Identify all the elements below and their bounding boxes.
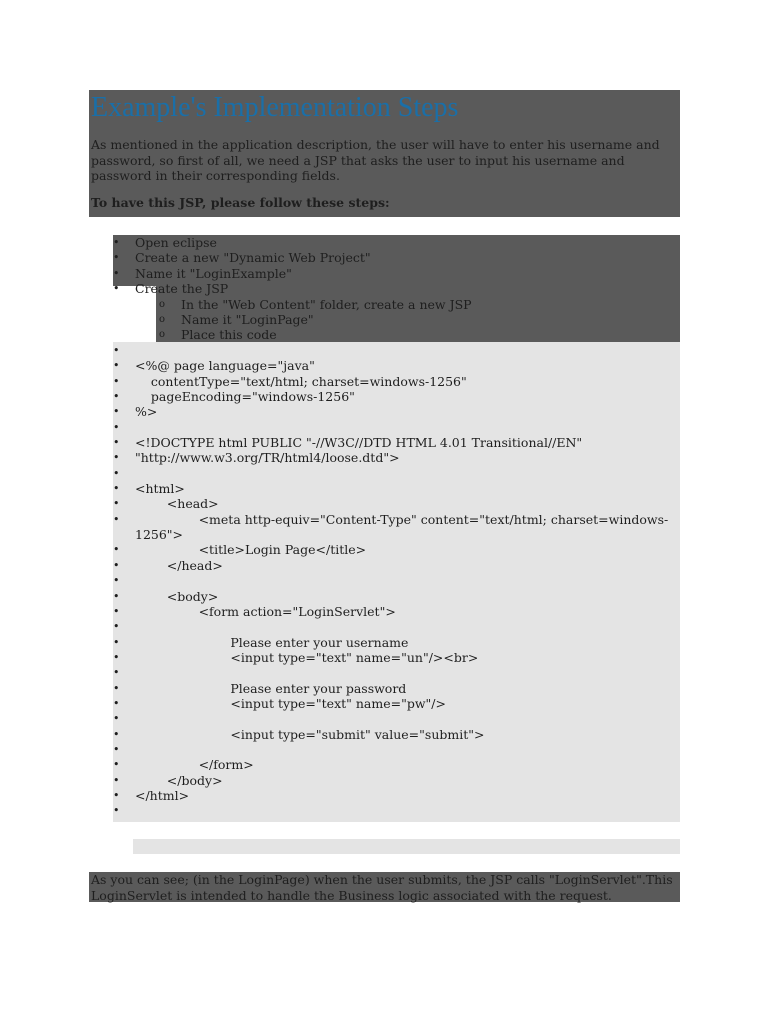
code-line	[113, 466, 680, 481]
code-line	[113, 665, 680, 680]
page-title: Example's Implementation Steps	[91, 92, 459, 123]
list-item: • Name it "LoginExample"	[113, 266, 680, 281]
code-line: • %>	[113, 404, 680, 419]
list-item: • Create a new "Dynamic Web Project"	[113, 250, 680, 265]
code-line: • <form action="LoginServlet">	[113, 604, 680, 619]
code-line	[113, 803, 680, 818]
code-line: • Please enter your password	[113, 681, 680, 696]
outro-paragraph: As you can see; (in the LoginPage) when the user submits, the JSP calls "LoginServlet".This LoginServlet is intended to handle the Business logic associated with the request.	[89, 872, 680, 902]
code-line: • <head>	[113, 496, 680, 511]
code-line: • <input type="submit" value="submit">	[113, 727, 680, 742]
code-line: • <input type="text" name="un"/><br>	[113, 650, 680, 665]
list-item: • Create the JSP	[113, 281, 680, 296]
code-line: • <input type="text" name="pw"/>	[113, 696, 680, 711]
code-line	[113, 420, 680, 435]
code-lines	[113, 343, 680, 819]
code-line: • <body>	[113, 589, 680, 604]
code-line: • <title>Login Page</title>	[113, 542, 680, 557]
code-line: • <html>	[113, 481, 680, 496]
steps-list	[113, 235, 680, 343]
code-line: • </body>	[113, 773, 680, 788]
intro-paragraph: As mentioned in the application description, the user will have to enter his username and password, so first of all, we need a JSP that asks the user to input his username and password in their corresponding fields.	[91, 137, 660, 183]
code-line: • "http://www.w3.org/TR/html4/loose.dtd">	[113, 450, 680, 465]
code-line: • </form>	[113, 757, 680, 772]
sub-list-item: o Name it "LoginPage"	[113, 312, 680, 327]
code-line: • <!DOCTYPE html PUBLIC "-//W3C//DTD HTML 4.01 Transitional//EN"	[113, 435, 680, 450]
spacer-bar	[133, 839, 680, 854]
code-line	[113, 711, 680, 726]
code-line: • </head>	[113, 558, 680, 573]
code-line	[113, 573, 680, 588]
code-line	[113, 619, 680, 634]
code-line: • <%@ page language="java"	[113, 358, 680, 373]
code-line: • pageEncoding="windows-1256"	[113, 389, 680, 404]
code-line: • Please enter your username	[113, 635, 680, 650]
code-line: • <meta http-equiv="Content-Type" content="text/html; charset=windows-1256">	[113, 512, 680, 543]
list-item: • Open eclipse	[113, 235, 680, 250]
steps-heading: To have this JSP, please follow these steps:	[91, 194, 390, 210]
code-line	[113, 343, 680, 358]
code-line	[113, 742, 680, 757]
code-line: • contentType="text/html; charset=windows-1256"	[113, 374, 680, 389]
sub-list-item: o Place this code	[113, 327, 680, 342]
code-line: • </html>	[113, 788, 680, 803]
sub-list-item: o In the "Web Content" folder, create a new JSP	[113, 297, 680, 312]
intro-block	[89, 90, 680, 217]
